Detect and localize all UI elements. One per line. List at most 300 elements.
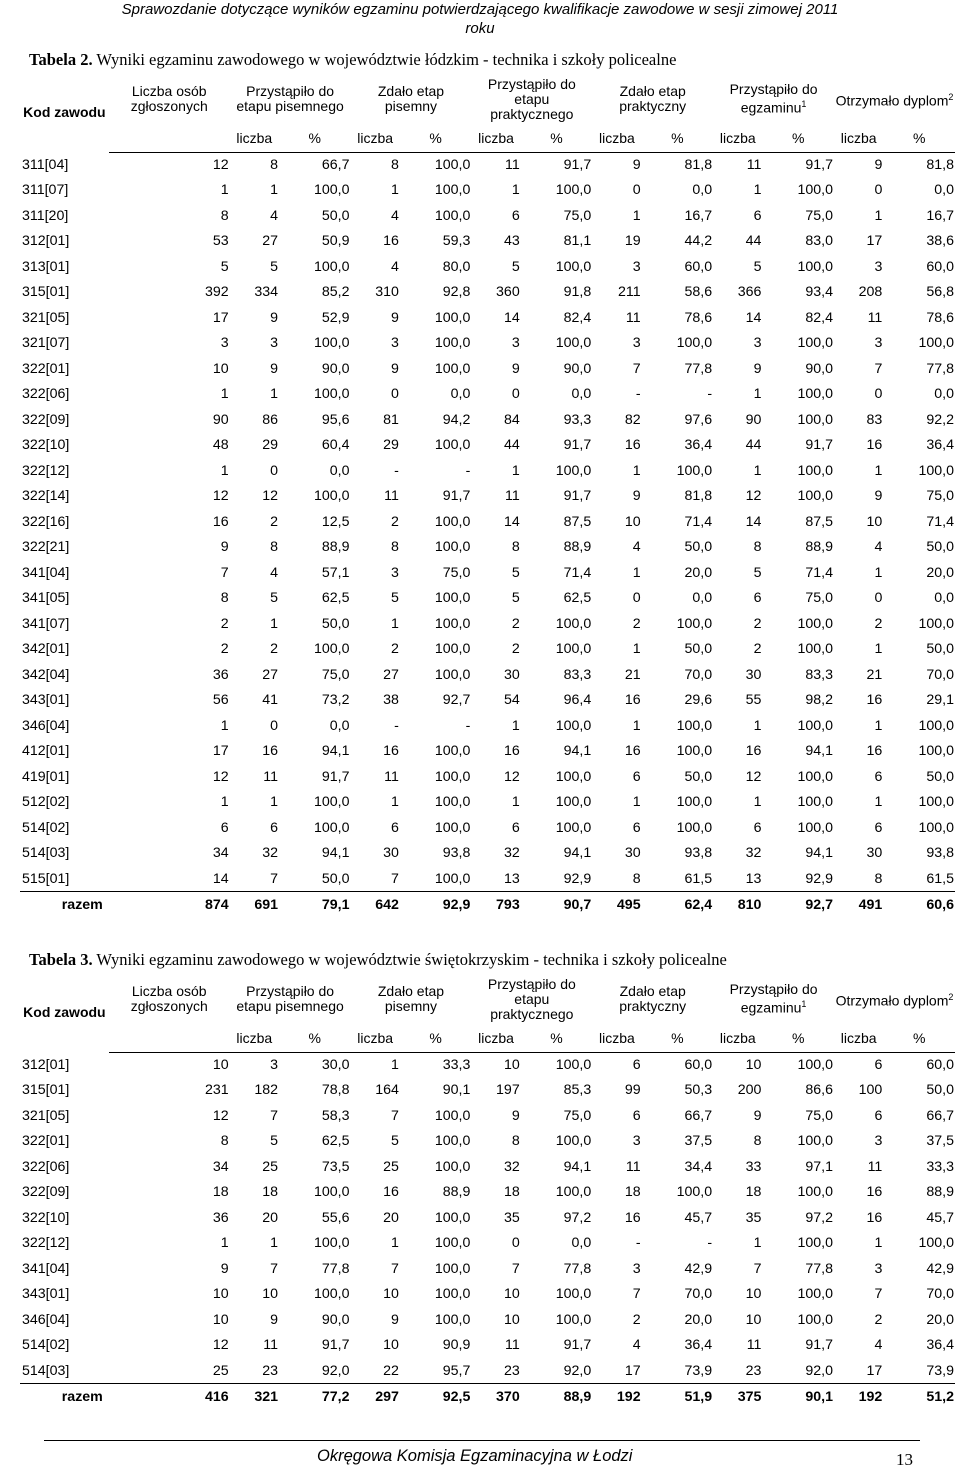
code-cell: 315[01] xyxy=(22,1082,70,1099)
value-cell: 100,0 xyxy=(434,360,471,377)
value-cell: 100,0 xyxy=(434,182,471,199)
value-cell: 19 xyxy=(624,233,641,250)
value-cell: 23 xyxy=(503,1362,520,1379)
value-cell: 27 xyxy=(262,233,278,250)
value-cell: 100,0 xyxy=(434,1235,471,1252)
value-cell: 29,1 xyxy=(926,692,954,709)
value-cell: 0,0 xyxy=(329,462,350,479)
value-cell: 9 xyxy=(270,360,278,377)
table-row xyxy=(20,1282,955,1308)
value-cell: 6 xyxy=(511,819,520,836)
table-row xyxy=(20,739,955,765)
value-cell: 7 xyxy=(753,1260,762,1277)
value-cell: 54 xyxy=(503,692,520,709)
value-cell: 75,0 xyxy=(442,564,471,581)
value-cell: 97,1 xyxy=(805,1158,833,1175)
value-cell: 30 xyxy=(624,845,641,862)
value-cell: 59,3 xyxy=(442,233,471,250)
value-cell: 9 xyxy=(390,309,399,326)
table-row xyxy=(20,713,955,739)
header-zdalo-pis: Zdało etap pisemny xyxy=(377,83,445,114)
value-cell: 1 xyxy=(632,207,641,224)
table-row xyxy=(20,280,955,306)
subheader-liczba: liczba xyxy=(592,126,641,152)
value-cell: 2 xyxy=(632,615,641,632)
value-cell: 3 xyxy=(632,335,641,352)
value-cell: 91,7 xyxy=(563,488,592,505)
value-cell: 50,0 xyxy=(684,641,713,658)
table3-caption-text: Wyniki egzaminu zawodowego w województwie świętokrzyskim - technika i szkoły policealne xyxy=(96,950,727,969)
value-cell: 100,0 xyxy=(314,488,350,505)
code-cell: 321[05] xyxy=(22,309,70,326)
value-cell: 100,0 xyxy=(797,1235,833,1252)
value-cell: 100,0 xyxy=(918,794,954,811)
value-cell: 21 xyxy=(866,666,883,683)
value-cell: 14 xyxy=(503,309,520,326)
value-cell: 48 xyxy=(212,437,229,454)
value-cell: 1 xyxy=(511,794,520,811)
value-cell: 50,0 xyxy=(926,539,954,556)
value-cell: 4 xyxy=(632,1337,641,1354)
value-cell: 30 xyxy=(866,845,883,862)
value-cell: 5 xyxy=(220,258,229,275)
value-cell: 1 xyxy=(220,386,229,403)
value-cell: 71,4 xyxy=(805,564,833,581)
subheader-pct: % xyxy=(400,126,472,152)
table-row xyxy=(20,1307,955,1333)
value-cell: 1 xyxy=(632,717,641,734)
value-cell: 42,9 xyxy=(684,1260,713,1277)
value-cell: 8 xyxy=(511,539,520,556)
footnote-1-marker: 1 xyxy=(801,999,807,1010)
value-cell: 71,4 xyxy=(926,513,954,530)
value-cell: 4 xyxy=(874,539,883,556)
code-cell: 343[01] xyxy=(22,1286,70,1303)
value-cell: 81 xyxy=(383,411,399,428)
value-cell: 100,0 xyxy=(434,666,471,683)
value-cell: 3 xyxy=(632,258,641,275)
value-cell: 93,3 xyxy=(563,411,592,428)
value-cell: 62,5 xyxy=(321,1133,350,1150)
subheader-liczba: liczba xyxy=(834,1026,883,1052)
value-cell: 88,9 xyxy=(521,1384,593,1410)
value-cell: 83 xyxy=(866,411,883,428)
code-cell: 311[07] xyxy=(22,182,69,199)
value-cell: 75,0 xyxy=(805,207,833,224)
value-cell: 3 xyxy=(632,1260,641,1277)
header-przystapilo-prakt: Przystąpiło do etapu praktycznego xyxy=(487,75,576,122)
value-cell: 77,8 xyxy=(321,1260,350,1277)
value-cell: 11 xyxy=(625,1158,641,1175)
value-cell: 1 xyxy=(511,182,520,199)
value-cell: 62,4 xyxy=(642,892,714,918)
value-cell: 200 xyxy=(737,1082,762,1099)
value-cell: 30 xyxy=(503,666,520,683)
value-cell: 3 xyxy=(874,258,883,275)
value-cell: 691 xyxy=(230,892,279,918)
value-cell: 94,1 xyxy=(563,1158,592,1175)
value-cell: 100,0 xyxy=(918,743,954,760)
header-dyplom-text: Otrzymało dyplom xyxy=(835,992,949,1009)
value-cell: 11 xyxy=(867,309,883,326)
value-cell: 30 xyxy=(383,845,399,862)
value-cell: 83,3 xyxy=(563,666,592,683)
value-cell: - xyxy=(635,1235,641,1252)
value-cell: - xyxy=(707,1235,713,1252)
code-cell: 514[02] xyxy=(22,819,70,836)
value-cell: 77,8 xyxy=(563,1260,592,1277)
code-cell: 312[01] xyxy=(22,1056,70,1073)
value-cell: 20,0 xyxy=(684,1311,713,1328)
value-cell: 5 xyxy=(511,564,520,581)
footnote-2-marker: 2 xyxy=(948,991,954,1002)
value-cell: 6 xyxy=(390,819,399,836)
value-cell: 91,7 xyxy=(563,437,592,454)
value-cell: 92,0 xyxy=(563,1362,592,1379)
value-cell: 97,2 xyxy=(563,1209,592,1226)
subheader-pct: % xyxy=(642,1026,714,1052)
value-cell: 100,0 xyxy=(434,615,471,632)
value-cell: 81,8 xyxy=(926,157,954,173)
code-cell: 341[05] xyxy=(22,590,70,607)
value-cell: 75,0 xyxy=(805,590,833,607)
value-cell: 100,0 xyxy=(918,335,954,352)
subheader-pct: % xyxy=(762,1026,834,1052)
value-cell: 7 xyxy=(270,1260,278,1277)
value-cell: 14 xyxy=(745,309,762,326)
value-cell: 100,0 xyxy=(434,641,471,658)
code-cell: 322[12] xyxy=(22,462,70,479)
value-cell: 85,2 xyxy=(321,284,350,301)
value-cell: 44,2 xyxy=(684,233,713,250)
value-cell: 100,0 xyxy=(797,462,833,479)
value-cell: 8 xyxy=(270,539,278,556)
table-row xyxy=(20,1180,955,1206)
value-cell: 392 xyxy=(204,284,229,301)
value-cell: 100,0 xyxy=(434,794,471,811)
value-cell: 0,0 xyxy=(934,182,954,199)
value-cell: 3 xyxy=(874,335,883,352)
value-cell: 11 xyxy=(625,309,641,326)
value-cell: 100,0 xyxy=(314,819,350,836)
value-cell: 92,9 xyxy=(805,870,833,887)
table3-body xyxy=(20,1052,955,1409)
value-cell: 92,9 xyxy=(400,892,472,918)
table-row xyxy=(20,254,955,280)
value-cell: 92,9 xyxy=(563,870,592,887)
subheader-liczba: liczba xyxy=(351,1026,400,1052)
value-cell: 8 xyxy=(220,590,229,607)
value-cell: 8 xyxy=(753,539,762,556)
value-cell: 88,9 xyxy=(926,1184,954,1201)
value-cell: 100,0 xyxy=(314,258,350,275)
value-cell: 34 xyxy=(212,1158,229,1175)
value-cell: 1 xyxy=(511,462,520,479)
value-cell: 1 xyxy=(270,794,278,811)
code-cell: 322[16] xyxy=(22,513,70,530)
value-cell: 75,0 xyxy=(563,207,592,224)
value-cell: 92,5 xyxy=(400,1384,472,1410)
value-cell: 1 xyxy=(874,462,883,479)
value-cell: 100,0 xyxy=(434,768,471,785)
value-cell: 94,1 xyxy=(321,743,350,760)
value-cell: 7 xyxy=(632,360,641,377)
value-cell: 43 xyxy=(503,233,520,250)
value-cell: 50,0 xyxy=(321,615,350,632)
value-cell: 1 xyxy=(270,1235,278,1252)
value-cell: 100,0 xyxy=(434,335,471,352)
header-zdalo-prakt: Zdało etap praktyczny xyxy=(619,83,687,114)
value-cell: 94,2 xyxy=(442,411,471,428)
value-cell: 70,0 xyxy=(926,1286,954,1303)
value-cell: 9 xyxy=(220,539,229,556)
table-row xyxy=(20,790,955,816)
value-cell: 99 xyxy=(624,1082,641,1099)
value-cell: 18 xyxy=(624,1184,641,1201)
value-cell: 100 xyxy=(858,1082,883,1099)
value-cell: 60,0 xyxy=(684,1057,713,1073)
value-cell: 7 xyxy=(511,1260,520,1277)
value-cell: 93,8 xyxy=(442,845,471,862)
code-cell: 341[07] xyxy=(22,615,70,632)
value-cell: 8 xyxy=(874,870,883,887)
value-cell: 96,4 xyxy=(563,692,592,709)
value-cell: 83,3 xyxy=(805,666,833,683)
value-cell: 1 xyxy=(753,462,762,479)
value-cell: 9 xyxy=(390,360,399,377)
value-cell: 86 xyxy=(262,411,278,428)
code-cell: 341[04] xyxy=(22,1260,70,1277)
value-cell: 5 xyxy=(390,590,399,607)
value-cell: 1 xyxy=(390,1235,399,1252)
value-cell: 1 xyxy=(632,794,641,811)
value-cell: 100,0 xyxy=(918,717,954,734)
value-cell: 44 xyxy=(745,233,762,250)
value-cell: 416 xyxy=(109,1384,230,1410)
table-row xyxy=(20,458,955,484)
value-cell: 32 xyxy=(745,845,762,862)
value-cell: 92,7 xyxy=(442,692,471,709)
value-cell: 16 xyxy=(866,692,883,709)
value-cell: 98,2 xyxy=(805,692,833,709)
value-cell: 53 xyxy=(212,233,229,250)
value-cell: 810 xyxy=(713,892,762,918)
value-cell: 100,0 xyxy=(797,717,833,734)
value-cell: 3 xyxy=(390,564,399,581)
value-cell: 6 xyxy=(874,768,883,785)
code-cell: 322[09] xyxy=(22,1184,70,1201)
total-row xyxy=(20,1384,955,1410)
value-cell: 18 xyxy=(262,1184,278,1201)
value-cell: - xyxy=(465,462,471,479)
value-cell: 77,2 xyxy=(279,1384,351,1410)
value-cell: 100,0 xyxy=(555,1133,592,1150)
value-cell: 211 xyxy=(617,284,641,301)
value-cell: 100,0 xyxy=(314,641,350,658)
value-cell: 1 xyxy=(753,794,762,811)
value-cell: 297 xyxy=(351,1384,400,1410)
value-cell: 231 xyxy=(204,1082,229,1099)
code-cell: 321[05] xyxy=(22,1107,70,1124)
value-cell: 91,7 xyxy=(563,1337,592,1354)
header-line-2: roku xyxy=(465,20,495,37)
value-cell: 0,0 xyxy=(571,1235,592,1252)
table-row xyxy=(20,866,955,892)
value-cell: 3 xyxy=(270,335,278,352)
value-cell: 71,4 xyxy=(563,564,592,581)
value-cell: 12 xyxy=(212,768,229,785)
value-cell: 793 xyxy=(471,892,520,918)
value-cell: 17 xyxy=(212,309,229,326)
value-cell: 62,5 xyxy=(563,590,592,607)
value-cell: 50,0 xyxy=(684,539,713,556)
value-cell: 90 xyxy=(212,411,229,428)
code-cell: 322[06] xyxy=(22,386,70,403)
value-cell: 0 xyxy=(632,182,641,199)
value-cell: 1 xyxy=(874,207,883,224)
value-cell: 21 xyxy=(624,666,641,683)
value-cell: 0 xyxy=(511,1235,520,1252)
value-cell: 0 xyxy=(632,590,641,607)
value-cell: 12 xyxy=(212,157,229,173)
value-cell: 8 xyxy=(390,539,399,556)
value-cell: 50,0 xyxy=(926,641,954,658)
value-cell: 50,0 xyxy=(321,870,350,887)
value-cell: 1 xyxy=(511,717,520,734)
value-cell: 17 xyxy=(212,743,229,760)
value-cell: 100,0 xyxy=(434,819,471,836)
table-row xyxy=(20,815,955,841)
table-row xyxy=(20,509,955,535)
value-cell: 1 xyxy=(874,641,883,658)
header-przystapilo-pis: Przystąpiło do etapu pisemnego xyxy=(236,83,344,114)
value-cell: 100,0 xyxy=(314,794,350,811)
value-cell: 9 xyxy=(874,488,883,505)
value-cell: 1 xyxy=(753,1235,762,1252)
table2-caption-text: Wyniki egzaminu zawodowego w województwie łódzkim - technika i szkoły policealne xyxy=(96,50,677,69)
value-cell: 81,8 xyxy=(684,157,713,173)
value-cell: 91,7 xyxy=(805,157,833,173)
value-cell: 16 xyxy=(624,743,641,760)
value-cell: 182 xyxy=(254,1082,278,1099)
table2 xyxy=(20,72,955,917)
value-cell: 3 xyxy=(390,335,399,352)
value-cell: 321 xyxy=(230,1384,279,1410)
value-cell: 8 xyxy=(390,157,399,173)
value-cell: 3 xyxy=(874,1133,883,1150)
value-cell: 45,7 xyxy=(684,1209,713,1226)
value-cell: 60,6 xyxy=(883,892,955,918)
value-cell: 2 xyxy=(874,615,883,632)
value-cell: 17 xyxy=(866,233,883,250)
value-cell: 94,1 xyxy=(805,845,833,862)
value-cell: 20,0 xyxy=(684,564,713,581)
value-cell: 360 xyxy=(496,284,520,301)
value-cell: 81,1 xyxy=(563,233,592,250)
value-cell: 10 xyxy=(262,1286,278,1303)
value-cell: 78,6 xyxy=(684,309,713,326)
value-cell: 11 xyxy=(384,768,399,785)
value-cell: 92,0 xyxy=(805,1362,833,1379)
value-cell: 16,7 xyxy=(684,207,713,224)
value-cell: 34,4 xyxy=(684,1158,713,1175)
value-cell: 7 xyxy=(390,870,399,887)
code-cell: 315[01] xyxy=(22,284,70,301)
value-cell: 42,9 xyxy=(926,1260,954,1277)
header-dyplom xyxy=(834,72,955,126)
value-cell: 2 xyxy=(753,615,762,632)
value-cell: - xyxy=(394,717,399,734)
value-cell: 50,0 xyxy=(684,768,713,785)
value-cell: 90,0 xyxy=(321,1311,350,1328)
code-cell: 322[09] xyxy=(22,411,70,428)
table-row xyxy=(20,1129,955,1155)
total-row xyxy=(20,892,955,918)
value-cell: 70,0 xyxy=(684,1286,713,1303)
value-cell: 11 xyxy=(504,157,520,173)
value-cell: 8 xyxy=(220,1133,229,1150)
table-row xyxy=(20,152,955,178)
subheader-pct: % xyxy=(883,1026,955,1052)
value-cell: 70,0 xyxy=(684,666,713,683)
value-cell: 60,0 xyxy=(926,1057,954,1073)
value-cell: 100,0 xyxy=(434,743,471,760)
footnote-1-marker: 1 xyxy=(801,99,807,110)
value-cell: 91,8 xyxy=(563,284,592,301)
value-cell: 58,3 xyxy=(321,1107,350,1124)
value-cell: 4 xyxy=(390,258,399,275)
value-cell: 10 xyxy=(383,1286,399,1303)
value-cell: 100,0 xyxy=(434,1107,471,1124)
value-cell: 13 xyxy=(503,870,520,887)
subheader-pct: % xyxy=(279,1026,351,1052)
value-cell: - xyxy=(465,717,471,734)
value-cell: 100,0 xyxy=(434,1311,471,1328)
table-row xyxy=(20,688,955,714)
value-cell: 1 xyxy=(753,717,762,734)
value-cell: 100,0 xyxy=(797,794,833,811)
value-cell: 73,9 xyxy=(926,1362,954,1379)
value-cell: 100,0 xyxy=(676,462,713,479)
table-row xyxy=(20,662,955,688)
code-cell: 514[02] xyxy=(22,1337,70,1354)
table-row xyxy=(20,433,955,459)
value-cell: 75,0 xyxy=(926,488,954,505)
value-cell: 100,0 xyxy=(555,794,592,811)
value-cell: 100,0 xyxy=(314,1286,350,1303)
value-cell: 12 xyxy=(503,768,520,785)
value-cell: 32 xyxy=(262,845,278,862)
total-label: razem xyxy=(20,892,109,918)
value-cell: 192 xyxy=(834,1384,883,1410)
value-cell: 34 xyxy=(212,845,229,862)
table-row xyxy=(20,1154,955,1180)
table-row xyxy=(20,331,955,357)
value-cell: 9 xyxy=(753,360,762,377)
subheader-pct: % xyxy=(642,126,714,152)
value-cell: 58,6 xyxy=(684,284,713,301)
value-cell: 100,0 xyxy=(797,335,833,352)
value-cell: 30,0 xyxy=(321,1057,350,1073)
value-cell: 10 xyxy=(503,1057,520,1073)
code-cell: 346[04] xyxy=(22,1311,70,1328)
value-cell: 370 xyxy=(471,1384,520,1410)
value-cell: 91,7 xyxy=(442,488,471,505)
value-cell: 6 xyxy=(511,207,520,224)
value-cell: 44 xyxy=(503,437,520,454)
value-cell: 33 xyxy=(745,1158,762,1175)
value-cell: 71,4 xyxy=(684,513,713,530)
